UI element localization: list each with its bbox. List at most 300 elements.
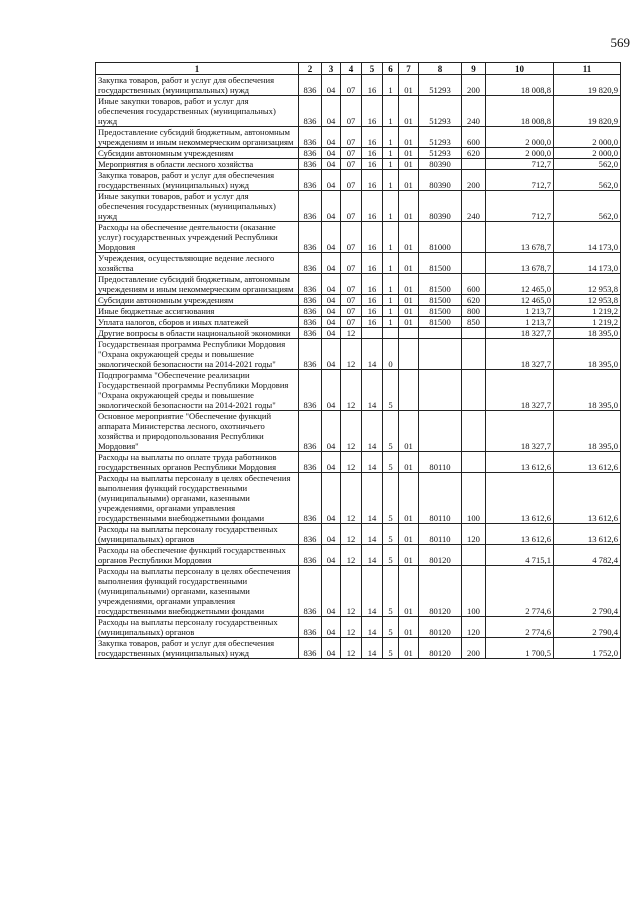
code-expense-type: 100 — [462, 566, 486, 617]
amount-year-2: 2 790,4 — [554, 617, 621, 638]
table-row — [96, 96, 621, 127]
code-activity: 01 — [399, 295, 419, 306]
code-direction: 80390 — [419, 159, 462, 170]
amount-year-2: 13 612,6 — [554, 452, 621, 473]
code-activity: 01 — [399, 473, 419, 524]
table-row — [96, 159, 621, 170]
amount-year-2: 12 953,8 — [554, 274, 621, 295]
row-name: Субсидии автономным учреждениям — [96, 148, 299, 159]
table-row — [96, 545, 621, 566]
code-activity: 01 — [399, 75, 419, 96]
code-activity: 01 — [399, 306, 419, 317]
code-direction — [419, 370, 462, 411]
row-name: Подпрограмма "Обеспечение реализации Государственной программы Республики Мордовия "Охрана окружающей среды и повышение экологической безопасности на 2014-2021 годы" — [96, 370, 299, 411]
code-program: 14 — [362, 452, 383, 473]
code-activity: 01 — [399, 452, 419, 473]
amount-year-2: 14 173,0 — [554, 222, 621, 253]
code-expense-type — [462, 159, 486, 170]
amount-year-1: 4 715,1 — [486, 545, 554, 566]
code-subprogram: 1 — [383, 148, 399, 159]
code-activity: 01 — [399, 127, 419, 148]
table-row — [96, 339, 621, 370]
row-name: Субсидии автономным учреждениям — [96, 295, 299, 306]
row-name: Государственная программа Республики Мордовия "Охрана окружающей среды и повышение экологической безопасности на 2014-2021 годы" — [96, 339, 299, 370]
amount-year-1: 18 327,7 — [486, 339, 554, 370]
amount-year-1: 2 774,6 — [486, 617, 554, 638]
code-section: 04 — [322, 473, 341, 524]
code-program: 14 — [362, 545, 383, 566]
code-section: 04 — [322, 127, 341, 148]
code-direction: 80120 — [419, 566, 462, 617]
code-direction: 51293 — [419, 148, 462, 159]
code-ministry: 836 — [299, 617, 322, 638]
code-subsection: 07 — [341, 306, 362, 317]
code-subsection: 12 — [341, 545, 362, 566]
code-subsection: 12 — [341, 566, 362, 617]
amount-year-2: 562,0 — [554, 170, 621, 191]
code-subsection: 07 — [341, 317, 362, 328]
amount-year-1: 13 612,6 — [486, 452, 554, 473]
code-ministry: 836 — [299, 370, 322, 411]
table-row — [96, 253, 621, 274]
code-program: 14 — [362, 411, 383, 452]
code-subsection: 07 — [341, 148, 362, 159]
code-ministry: 836 — [299, 148, 322, 159]
table-row — [96, 473, 621, 524]
code-direction: 80120 — [419, 617, 462, 638]
table-row — [96, 222, 621, 253]
code-activity: 01 — [399, 170, 419, 191]
column-header: 9 — [462, 63, 486, 75]
table-row — [96, 295, 621, 306]
amount-year-2: 2 790,4 — [554, 566, 621, 617]
code-subsection: 07 — [341, 274, 362, 295]
column-header: 1 — [96, 63, 299, 75]
code-expense-type: 200 — [462, 75, 486, 96]
code-expense-type — [462, 545, 486, 566]
code-ministry: 836 — [299, 473, 322, 524]
code-subprogram: 5 — [383, 638, 399, 659]
code-activity — [399, 328, 419, 339]
code-section: 04 — [322, 222, 341, 253]
amount-year-1: 18 008,8 — [486, 96, 554, 127]
code-direction: 80110 — [419, 452, 462, 473]
table-row — [96, 75, 621, 96]
table-row — [96, 191, 621, 222]
amount-year-1: 18 327,7 — [486, 370, 554, 411]
table-row — [96, 370, 621, 411]
code-program: 16 — [362, 295, 383, 306]
row-name: Другие вопросы в области национальной экономики — [96, 328, 299, 339]
amount-year-1: 13 612,6 — [486, 473, 554, 524]
code-ministry: 836 — [299, 317, 322, 328]
table-row — [96, 452, 621, 473]
amount-year-2: 19 820,9 — [554, 96, 621, 127]
row-name: Иные закупки товаров, работ и услуг для обеспечения государственных (муниципальных) нужд — [96, 96, 299, 127]
code-direction: 80110 — [419, 524, 462, 545]
code-direction: 51293 — [419, 127, 462, 148]
code-direction: 81000 — [419, 222, 462, 253]
code-subsection: 12 — [341, 473, 362, 524]
code-activity: 01 — [399, 274, 419, 295]
code-subprogram: 5 — [383, 566, 399, 617]
row-name: Расходы на выплаты персоналу государственных (муниципальных) органов — [96, 524, 299, 545]
table-body — [96, 75, 621, 659]
amount-year-2: 18 395,0 — [554, 339, 621, 370]
code-subsection: 07 — [341, 222, 362, 253]
column-header: 7 — [399, 63, 419, 75]
code-activity: 01 — [399, 96, 419, 127]
column-header: 8 — [419, 63, 462, 75]
amount-year-2: 13 612,6 — [554, 524, 621, 545]
code-expense-type: 120 — [462, 617, 486, 638]
code-program: 16 — [362, 317, 383, 328]
column-header: 4 — [341, 63, 362, 75]
code-direction: 81500 — [419, 253, 462, 274]
code-subprogram: 1 — [383, 75, 399, 96]
amount-year-2: 13 612,6 — [554, 473, 621, 524]
row-name: Уплата налогов, сборов и иных платежей — [96, 317, 299, 328]
code-expense-type: 620 — [462, 148, 486, 159]
code-program: 16 — [362, 222, 383, 253]
code-program: 16 — [362, 191, 383, 222]
code-program: 16 — [362, 306, 383, 317]
row-name: Основное мероприятие "Обеспечение функций аппарата Министерства лесного, охотничьего хозяйства и природопользования Республики Мордовия" — [96, 411, 299, 452]
code-direction: 80110 — [419, 473, 462, 524]
code-expense-type: 120 — [462, 524, 486, 545]
column-header: 10 — [486, 63, 554, 75]
code-subprogram: 1 — [383, 306, 399, 317]
code-subsection: 07 — [341, 253, 362, 274]
code-subprogram: 1 — [383, 127, 399, 148]
amount-year-2: 19 820,9 — [554, 75, 621, 96]
code-program: 14 — [362, 617, 383, 638]
code-ministry: 836 — [299, 638, 322, 659]
row-name: Расходы на выплаты по оплате труда работников государственных органов Республики Мордовия — [96, 452, 299, 473]
code-subprogram: 5 — [383, 370, 399, 411]
table-row — [96, 148, 621, 159]
code-section: 04 — [322, 339, 341, 370]
code-ministry: 836 — [299, 545, 322, 566]
code-section: 04 — [322, 170, 341, 191]
row-name: Мероприятия в области лесного хозяйства — [96, 159, 299, 170]
code-section: 04 — [322, 617, 341, 638]
code-expense-type: 800 — [462, 306, 486, 317]
amount-year-2: 562,0 — [554, 191, 621, 222]
column-header: 5 — [362, 63, 383, 75]
code-section: 04 — [322, 566, 341, 617]
row-name: Расходы на выплаты персоналу в целях обеспечения выполнения функций государственными (муниципальными) органами, казенными учреждениями, органами управления государственными внебюджетными фондами — [96, 566, 299, 617]
code-expense-type: 620 — [462, 295, 486, 306]
code-expense-type — [462, 222, 486, 253]
table-row — [96, 411, 621, 452]
code-subprogram: 5 — [383, 617, 399, 638]
code-program: 14 — [362, 473, 383, 524]
code-ministry: 836 — [299, 191, 322, 222]
amount-year-2: 562,0 — [554, 159, 621, 170]
code-ministry: 836 — [299, 253, 322, 274]
table-header-row — [96, 63, 621, 75]
table-row — [96, 617, 621, 638]
code-section: 04 — [322, 75, 341, 96]
code-expense-type — [462, 370, 486, 411]
code-subprogram: 5 — [383, 524, 399, 545]
code-ministry: 836 — [299, 566, 322, 617]
code-expense-type: 240 — [462, 191, 486, 222]
code-program: 14 — [362, 566, 383, 617]
code-program: 16 — [362, 127, 383, 148]
code-expense-type — [462, 452, 486, 473]
row-name: Расходы на обеспечение деятельности (оказание услуг) государственных учреждений Республики Мордовия — [96, 222, 299, 253]
row-name: Учреждения, осуществляющие ведение лесного хозяйства — [96, 253, 299, 274]
code-direction: 51293 — [419, 96, 462, 127]
code-ministry: 836 — [299, 127, 322, 148]
code-section: 04 — [322, 317, 341, 328]
code-subprogram: 1 — [383, 96, 399, 127]
code-direction: 81500 — [419, 306, 462, 317]
code-expense-type — [462, 339, 486, 370]
code-program: 14 — [362, 638, 383, 659]
code-section: 04 — [322, 191, 341, 222]
code-expense-type — [462, 411, 486, 452]
row-name: Иные бюджетные ассигнования — [96, 306, 299, 317]
code-program: 16 — [362, 274, 383, 295]
code-expense-type — [462, 253, 486, 274]
code-subprogram: 1 — [383, 170, 399, 191]
code-section: 04 — [322, 148, 341, 159]
code-program: 14 — [362, 370, 383, 411]
amount-year-1: 18 327,7 — [486, 328, 554, 339]
code-subsection: 07 — [341, 96, 362, 127]
code-section: 04 — [322, 159, 341, 170]
code-expense-type: 200 — [462, 170, 486, 191]
row-name: Расходы на выплаты персоналу в целях обеспечения выполнения функций государственными (муниципальными) органами, казенными учреждениями, органами управления государственными внебюджетными фондами — [96, 473, 299, 524]
column-header: 11 — [554, 63, 621, 75]
amount-year-2: 1 219,2 — [554, 306, 621, 317]
amount-year-1: 13 678,7 — [486, 222, 554, 253]
code-subprogram: 1 — [383, 253, 399, 274]
amount-year-1: 2 000,0 — [486, 148, 554, 159]
code-subsection: 12 — [341, 617, 362, 638]
row-name: Иные закупки товаров, работ и услуг для обеспечения государственных (муниципальных) нужд — [96, 191, 299, 222]
row-name: Закупка товаров, работ и услуг для обеспечения государственных (муниципальных) нужд — [96, 638, 299, 659]
code-subprogram — [383, 328, 399, 339]
code-section: 04 — [322, 411, 341, 452]
row-name: Закупка товаров, работ и услуг для обеспечения государственных (муниципальных) нужд — [96, 170, 299, 191]
code-ministry: 836 — [299, 274, 322, 295]
row-name: Расходы на обеспечение функций государственных органов Республики Мордовия — [96, 545, 299, 566]
code-activity: 01 — [399, 617, 419, 638]
code-section: 04 — [322, 328, 341, 339]
code-expense-type — [462, 328, 486, 339]
code-program: 16 — [362, 96, 383, 127]
amount-year-2: 4 782,4 — [554, 545, 621, 566]
amount-year-1: 12 465,0 — [486, 274, 554, 295]
amount-year-1: 2 774,6 — [486, 566, 554, 617]
amount-year-1: 712,7 — [486, 170, 554, 191]
code-subprogram: 1 — [383, 159, 399, 170]
code-expense-type: 600 — [462, 127, 486, 148]
code-subprogram: 5 — [383, 452, 399, 473]
table-row — [96, 127, 621, 148]
code-ministry: 836 — [299, 524, 322, 545]
code-ministry: 836 — [299, 170, 322, 191]
code-ministry: 836 — [299, 295, 322, 306]
code-subsection: 12 — [341, 370, 362, 411]
code-subsection: 07 — [341, 75, 362, 96]
code-direction — [419, 339, 462, 370]
code-activity: 01 — [399, 524, 419, 545]
table-row — [96, 566, 621, 617]
table-row — [96, 306, 621, 317]
code-direction: 81500 — [419, 317, 462, 328]
code-subsection: 12 — [341, 328, 362, 339]
code-activity: 01 — [399, 148, 419, 159]
row-name: Закупка товаров, работ и услуг для обеспечения государственных (муниципальных) нужд — [96, 75, 299, 96]
column-header: 2 — [299, 63, 322, 75]
code-subsection: 07 — [341, 295, 362, 306]
code-program: 16 — [362, 170, 383, 191]
amount-year-1: 13 678,7 — [486, 253, 554, 274]
amount-year-2: 18 395,0 — [554, 370, 621, 411]
table-row — [96, 274, 621, 295]
code-program: 14 — [362, 524, 383, 545]
amount-year-2: 18 395,0 — [554, 411, 621, 452]
code-activity: 01 — [399, 638, 419, 659]
amount-year-1: 12 465,0 — [486, 295, 554, 306]
code-ministry: 836 — [299, 452, 322, 473]
amount-year-1: 2 000,0 — [486, 127, 554, 148]
row-name: Предоставление субсидий бюджетным, автономным учреждениям и иным некоммерческим организациям — [96, 274, 299, 295]
page-number: 569 — [610, 35, 630, 50]
budget-table — [95, 62, 621, 659]
code-subsection: 12 — [341, 452, 362, 473]
table-row — [96, 524, 621, 545]
code-subsection: 07 — [341, 191, 362, 222]
code-activity: 01 — [399, 566, 419, 617]
code-ministry: 836 — [299, 96, 322, 127]
code-program: 16 — [362, 148, 383, 159]
code-program: 16 — [362, 159, 383, 170]
column-header: 3 — [322, 63, 341, 75]
code-direction: 80120 — [419, 638, 462, 659]
code-activity: 01 — [399, 411, 419, 452]
code-section: 04 — [322, 253, 341, 274]
code-subprogram: 1 — [383, 274, 399, 295]
code-section: 04 — [322, 370, 341, 411]
amount-year-1: 1 700,5 — [486, 638, 554, 659]
amount-year-1: 712,7 — [486, 159, 554, 170]
table-row — [96, 170, 621, 191]
code-section: 04 — [322, 295, 341, 306]
code-subsection: 12 — [341, 411, 362, 452]
code-activity: 01 — [399, 222, 419, 253]
code-direction: 80390 — [419, 170, 462, 191]
code-activity: 01 — [399, 545, 419, 566]
code-section: 04 — [322, 524, 341, 545]
amount-year-1: 1 213,7 — [486, 317, 554, 328]
amount-year-2: 18 395,0 — [554, 328, 621, 339]
code-program — [362, 328, 383, 339]
amount-year-1: 18 008,8 — [486, 75, 554, 96]
code-subprogram: 1 — [383, 191, 399, 222]
code-direction: 81500 — [419, 274, 462, 295]
code-subsection: 07 — [341, 170, 362, 191]
code-section: 04 — [322, 274, 341, 295]
code-activity — [399, 339, 419, 370]
code-subsection: 12 — [341, 524, 362, 545]
code-ministry: 836 — [299, 411, 322, 452]
code-activity: 01 — [399, 317, 419, 328]
code-subprogram: 5 — [383, 411, 399, 452]
amount-year-2: 2 000,0 — [554, 148, 621, 159]
amount-year-1: 1 213,7 — [486, 306, 554, 317]
code-subsection: 07 — [341, 159, 362, 170]
table-row — [96, 638, 621, 659]
column-header: 6 — [383, 63, 399, 75]
amount-year-1: 18 327,7 — [486, 411, 554, 452]
code-subsection: 12 — [341, 638, 362, 659]
code-subsection: 12 — [341, 339, 362, 370]
code-section: 04 — [322, 638, 341, 659]
amount-year-2: 12 953,8 — [554, 295, 621, 306]
code-subprogram: 1 — [383, 295, 399, 306]
amount-year-1: 13 612,6 — [486, 524, 554, 545]
code-direction — [419, 328, 462, 339]
code-expense-type: 850 — [462, 317, 486, 328]
code-ministry: 836 — [299, 306, 322, 317]
code-direction: 80390 — [419, 191, 462, 222]
code-activity — [399, 370, 419, 411]
code-ministry: 836 — [299, 75, 322, 96]
code-section: 04 — [322, 545, 341, 566]
amount-year-1: 712,7 — [486, 191, 554, 222]
code-program: 14 — [362, 339, 383, 370]
amount-year-2: 14 173,0 — [554, 253, 621, 274]
code-expense-type: 200 — [462, 638, 486, 659]
code-ministry: 836 — [299, 328, 322, 339]
code-direction: 81500 — [419, 295, 462, 306]
code-expense-type: 600 — [462, 274, 486, 295]
row-name: Предоставление субсидий бюджетным, автономным учреждениям и иным некоммерческим организациям — [96, 127, 299, 148]
code-ministry: 836 — [299, 159, 322, 170]
code-subprogram: 0 — [383, 339, 399, 370]
code-direction — [419, 411, 462, 452]
code-subprogram: 1 — [383, 222, 399, 253]
code-expense-type: 240 — [462, 96, 486, 127]
code-subprogram: 5 — [383, 545, 399, 566]
code-section: 04 — [322, 96, 341, 127]
code-section: 04 — [322, 306, 341, 317]
row-name: Расходы на выплаты персоналу государственных (муниципальных) органов — [96, 617, 299, 638]
code-direction: 80120 — [419, 545, 462, 566]
amount-year-2: 2 000,0 — [554, 127, 621, 148]
code-activity: 01 — [399, 191, 419, 222]
code-expense-type: 100 — [462, 473, 486, 524]
code-ministry: 836 — [299, 339, 322, 370]
table-row — [96, 328, 621, 339]
code-activity: 01 — [399, 253, 419, 274]
code-program: 16 — [362, 253, 383, 274]
code-ministry: 836 — [299, 222, 322, 253]
code-subsection: 07 — [341, 127, 362, 148]
code-section: 04 — [322, 452, 341, 473]
code-subprogram: 5 — [383, 473, 399, 524]
code-subprogram: 1 — [383, 317, 399, 328]
code-program: 16 — [362, 75, 383, 96]
amount-year-2: 1 752,0 — [554, 638, 621, 659]
code-direction: 51293 — [419, 75, 462, 96]
